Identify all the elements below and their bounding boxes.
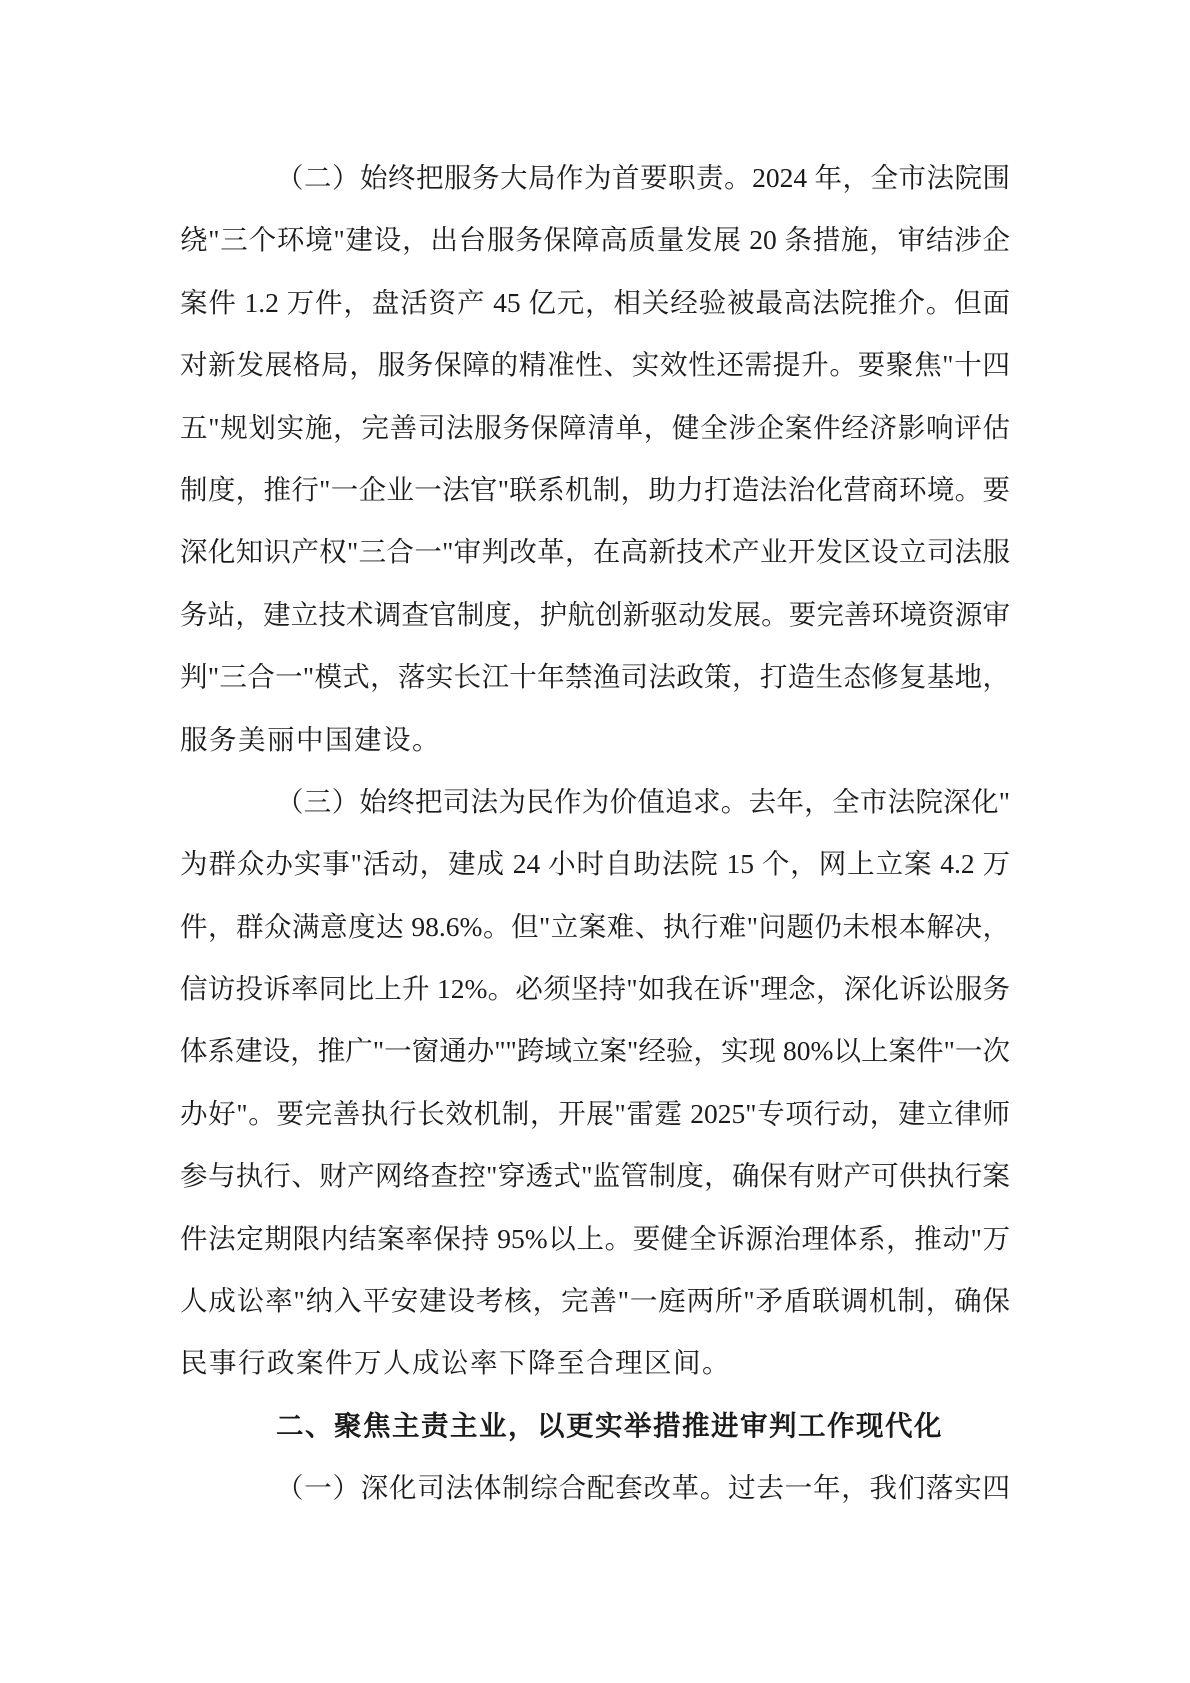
section-heading-two <box>180 1395 1010 1457</box>
text-line: 件法定期限内结案率保持 95%以上。要健全诉源治理体系，推动"万 <box>180 1222 1010 1254</box>
text-line: 务站，建立技术调查官制度，护航创新驱动发展。要完善环境资源审 <box>180 598 1010 630</box>
text-line: （一）深化司法体制综合配套改革。过去一年，我们落实四 <box>276 1472 1010 1504</box>
text-line: （三）始终把司法为民作为价值追求。去年，全市法院深化" <box>276 785 1010 817</box>
paragraph-two-serve-overall-situation <box>180 147 1010 771</box>
text-line: 绕"三个环境"建设，出台服务保障高质量发展 20 条措施，审结涉企 <box>180 224 1010 256</box>
text-line: 案件 1.2 万件，盘活资产 45 亿元，相关经验被最高法院推介。但面 <box>180 286 1010 318</box>
paragraph-three-justice-for-people <box>180 771 1010 1395</box>
text-line: 服务美丽中国建设。 <box>180 723 441 755</box>
text-line: 人成讼率"纳入平安建设考核，完善"一庭两所"矛盾联调机制，确保 <box>180 1285 1010 1317</box>
text-line: 体系建设，推广"一窗通办""跨域立案"经验，实现 80%以上案件"一次 <box>180 1035 1010 1067</box>
text-line: 二、聚焦主责主业，以更实举措推进审判工作现代化 <box>276 1409 943 1441</box>
text-line: 信访投诉率同比上升 12%。必须坚持"如我在诉"理念，深化诉讼服务 <box>180 973 1010 1005</box>
text-line: 制度，推行"一企业一法官"联系机制，助力打造法治化营商环境。要 <box>180 473 1010 505</box>
text-line: 对新发展格局，服务保障的精准性、实效性还需提升。要聚焦"十四 <box>180 349 1010 381</box>
text-line: 判"三合一"模式，落实长江十年禁渔司法政策，打造生态修复基地， <box>180 661 1010 693</box>
text-line: 为群众办实事"活动，建成 24 小时自助法院 15 个，网上立案 4.2 万 <box>180 848 1010 880</box>
text-line: 五"规划实施，完善司法服务保障清单，健全涉企案件经济影响评估 <box>180 411 1010 443</box>
text-line: （二）始终把服务大局作为首要职责。2024 年，全市法院围 <box>276 162 1010 193</box>
text-line: 参与执行、财产网络查控"穿透式"监管制度，确保有财产可供执行案 <box>180 1160 1010 1192</box>
text-line: 深化知识产权"三合一"审判改革，在高新技术产业开发区设立司法服 <box>180 536 1010 568</box>
text-line: 办好"。要完善执行长效机制，开展"雷霆 2025"专项行动，建立律师 <box>180 1097 1010 1129</box>
text-line: 件，群众满意度达 98.6%。但"立案难、执行难"问题仍未根本解决， <box>180 910 1010 942</box>
text-block <box>180 147 1010 1520</box>
text-line: 民事行政案件万人成讼率下降至合理区间。 <box>180 1347 731 1379</box>
paragraph-one-judicial-reform <box>180 1457 1010 1519</box>
